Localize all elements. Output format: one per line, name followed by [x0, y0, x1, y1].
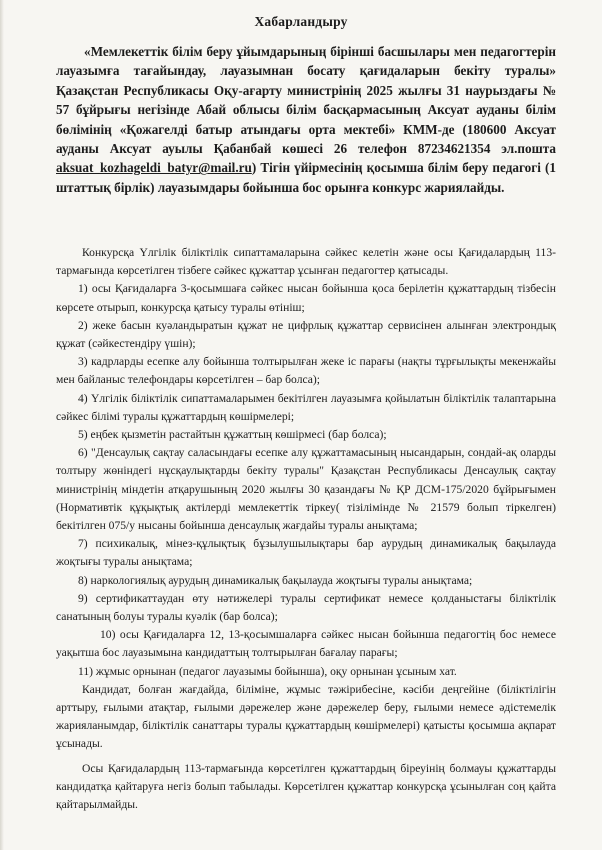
list-item-7: 7) психикалық, мінез-құлықтық бұзылушылықтары бар аурудың динамикалық бақылауда жоқтығы туралы анықтама; [56, 537, 556, 569]
list-item-8: 8) наркологиялық аурудың динамикалық бақылауда жоқтығы туралы анықтама; [78, 573, 473, 587]
document-body [56, 244, 556, 814]
list-item-2: 2) жеке басын куәландыратын құжат не цифрлық құжаттар сервисінен алынған электрондық құжат (сәйкестендіру үшін); [56, 318, 556, 351]
list-item-9: 9) сертификаттаудан өту нәтижелері туралы сертификат немесе қолданыстағы біліктілік санатының болуы туралы куәлік (бар болса); [56, 591, 556, 624]
intro-text-start: «Мемлекеттік білім беру ұйымдарының бірінші басшылары мен педагогтерін лауазымға тағайындау, лауазымнан босату қағидаларын бекіту туралы» Қазақстан Республикасы Оқу-ағарту министрінің 2025 жылғы 31 наурыздағы № 57 бұйрығы негізінде Абай облысы білім басқармасының Аксуат ауданы білім бөлімінің «Қожагелді батыр атындағы орта мектебі» КММ-де (180600 Аксуат ауданы Аксуат ауылы Қабанбай көшесі 26 телефон 87234621354 эл.пошта [56, 44, 556, 157]
list-item-4: 4) Үлгілік біліктілік сипаттамаларымен бекітілген лауазымға қойылатын біліктілік талаптарына сәйкес білімі туралы құжаттардың көшірмелері; [56, 391, 556, 423]
body-paragraph-lead: Конкурсқа Үлгілік біліктілік сипаттамаларына сәйкес келетін және осы Қағидалардың 113-тармағында көрсетілген тізбеге сәйкес құжаттар ұсынған педагогтер қатысады. [56, 246, 556, 278]
list-item-11: 11) жұмыс орнынан (педагог лауазымы бойынша), оқу орнынан ұсыным хат. [78, 664, 457, 678]
email-link[interactable]: aksuat_kozhageldi_batyr@mail.ru [56, 160, 252, 176]
list-item-6: 6) "Денсаулық сақтау саласындағы есепке алу құжаттамасының нысандарын, сондай-ақ оларды толтыру жөніндегі нұсқаулықтарды бекіту туралы" Қазақстан Республикасы Денсаулық сақтау министрінің міндетін атқарушының 2020 жылғы 30 қазандағы № ҚР ДСМ-175/2020 бұйрығымен (Нормативтік құқықтық актілерді мемлекеттік тіркеу( тізілімінде № 21579 болып тіркелген) бекітілген 075/у нысаны бойынша денсаулық жағдайы туралы анықтама; [56, 446, 556, 533]
body-paragraph-additional: Кандидат, болған жағдайда, біліміне, жұмыс тәжірибесіне, кәсіби деңгейіне (біліктілігін арттыру, ғылыми атақтар, ғылыми дәрежелер және дәрежелер беру, ғылыми немесе әдістемелік жарияланымдар, біліктілік санаттары туралы құжаттардың көшірмелері) қатысты қосымша ақпарат ұсынады. [56, 682, 556, 751]
scan-edge [0, 0, 4, 850]
document-title: Хабарландыру [254, 14, 348, 29]
body-paragraph-final: Осы Қағидалардың 113-тармағында көрсетілген құжаттардың біреуінің болмауы құжаттарды кандидатқа қайтаруға негіз болып табылады. Көрсетілген құжаттар конкурсқа ұсынылған соң қайта қайтарылмайды. [56, 761, 556, 812]
list-item-5: 5) еңбек қызметін растайтын құжаттың көшірмесі (бар болса); [78, 428, 387, 442]
list-item-1: 1) осы Қағидаларға 3-қосымшаға сәйкес нысан бойынша қоса берілетін құжаттардың тізбесін көрсете отырып, конкурсқа қатысу туралы өтініш; [56, 282, 556, 314]
list-item-3: 3) кадрларды есепке алу бойынша толтырылған жеке іс парағы (нақты тұрғылықты мекенжайы мен байланыс телефондары көрсетілген – бар болса); [56, 355, 556, 387]
list-item-10: 10) осы Қағидаларға 12, 13-қосымшаларға сәйкес нысан бойынша педагогтің бос немесе уақытша бос лауазымына кандидаттың толтырылған бағалау парағы; [56, 628, 556, 660]
intro-paragraph [56, 42, 556, 197]
intro-text-end: ) Тігін үйірмесінің қосымша білім беру педагогі (1 штаттық бірлік) лауазымдары бойынша бос орынға конкурс жариялайды. [56, 160, 556, 195]
